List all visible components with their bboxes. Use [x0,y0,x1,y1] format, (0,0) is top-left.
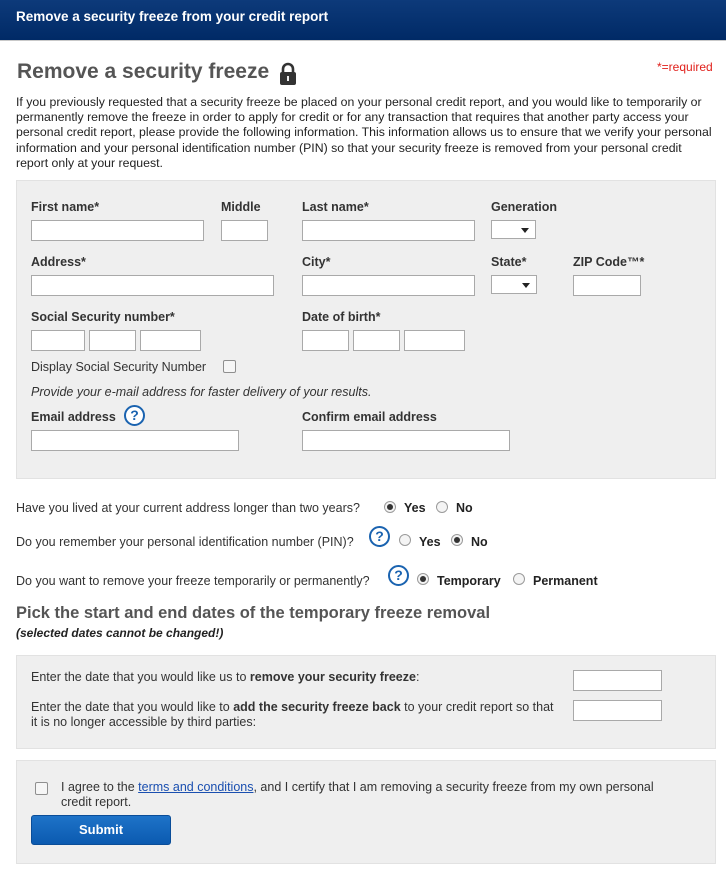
display-ssn-checkbox[interactable] [223,360,236,373]
required-note: *=required [657,60,713,74]
lived-yes-radio[interactable] [384,501,396,513]
dob-year-input[interactable] [404,330,465,351]
add-back-date-input[interactable] [573,700,662,721]
temporary-radio[interactable] [417,573,429,585]
generation-label: Generation [491,200,557,214]
terms-link[interactable]: terms and conditions [138,780,254,794]
lived-no-radio[interactable] [436,501,448,513]
display-ssn-label: Display Social Security Number [31,360,207,374]
submit-button[interactable]: Submit [31,815,171,845]
temporary-label[interactable]: Temporary [437,574,501,588]
remove-date-input[interactable] [573,670,662,691]
dates-heading: Pick the start and end dates of the temporary freeze removal [16,604,491,622]
remember-pin-question: Do you remember your personal identification number (PIN)? [16,535,354,549]
first-name-input[interactable] [31,220,204,241]
ssn-part1-input[interactable] [31,330,85,351]
zip-label: ZIP Code™* [573,255,645,269]
confirm-email-label: Confirm email address [302,410,437,424]
lived-no-label[interactable]: No [456,501,473,515]
dob-label: Date of birth* [302,310,381,324]
lock-icon [278,62,298,86]
email-hint: Provide your e-mail address for faster delivery of your results. [31,385,372,399]
address-label: Address* [31,255,86,269]
middle-name-input[interactable] [221,220,268,241]
agreement-panel [16,760,716,864]
zip-input[interactable] [573,275,641,296]
ssn-label: Social Security number* [31,310,175,324]
pin-yes-radio[interactable] [399,534,411,546]
remove-date-label: Enter the date that you would like us to remove your security freeze: [31,670,420,684]
ssn-part3-input[interactable] [140,330,201,351]
city-input[interactable] [302,275,475,296]
pin-no-radio[interactable] [451,534,463,546]
permanent-label[interactable]: Permanent [533,574,598,588]
banner-title: Remove a security freeze from your credit report [16,9,329,24]
pin-help-icon[interactable]: ? [369,526,390,547]
address-input[interactable] [31,275,274,296]
last-name-label: Last name* [302,200,369,214]
lived-two-years-question: Have you lived at your current address longer than two years? [16,501,360,515]
last-name-input[interactable] [302,220,475,241]
add-back-date-label: Enter the date that you would like to add the security freeze back to your credit report so that it is no longer accessible by third parties: [31,700,554,729]
agreement-text: I agree to the terms and conditions, and I certify that I am removing a security freeze from my own personal credit report. [61,780,654,809]
confirm-email-input[interactable] [302,430,510,451]
first-name-label: First name* [31,200,100,214]
chevron-down-icon [522,283,530,288]
intro-text: If you previously requested that a security freeze be placed on your personal credit report, and you would like to temporarily or permanently remove the freeze in order to apply for credit or for any transaction that requires that another party access your personal credit report, please provide the following information. This information allows us to ensure that we verify your personal information and your personal identification number (PIN) so that your security freeze is removed from your personal credit report only at your request. [16,95,712,170]
dates-note: (selected dates cannot be changed!) [16,626,224,640]
generation-select[interactable] [491,220,536,239]
email-label: Email address [31,410,116,424]
agree-checkbox[interactable] [35,782,48,795]
permanent-radio[interactable] [513,573,525,585]
divider [0,40,726,41]
email-input[interactable] [31,430,239,451]
dob-day-input[interactable] [353,330,400,351]
state-label: State* [491,255,527,269]
email-help-icon[interactable]: ? [124,405,145,426]
ssn-part2-input[interactable] [89,330,136,351]
pin-no-label[interactable]: No [471,535,488,549]
state-select[interactable] [491,275,537,294]
city-label: City* [302,255,331,269]
lived-yes-label[interactable]: Yes [404,501,426,515]
page-title: Remove a security freeze [17,60,270,83]
removal-type-question: Do you want to remove your freeze temporarily or permanently? [16,574,370,588]
chevron-down-icon [521,228,529,233]
middle-label: Middle [221,200,261,214]
removal-help-icon[interactable]: ? [388,565,409,586]
dob-month-input[interactable] [302,330,349,351]
pin-yes-label[interactable]: Yes [419,535,441,549]
